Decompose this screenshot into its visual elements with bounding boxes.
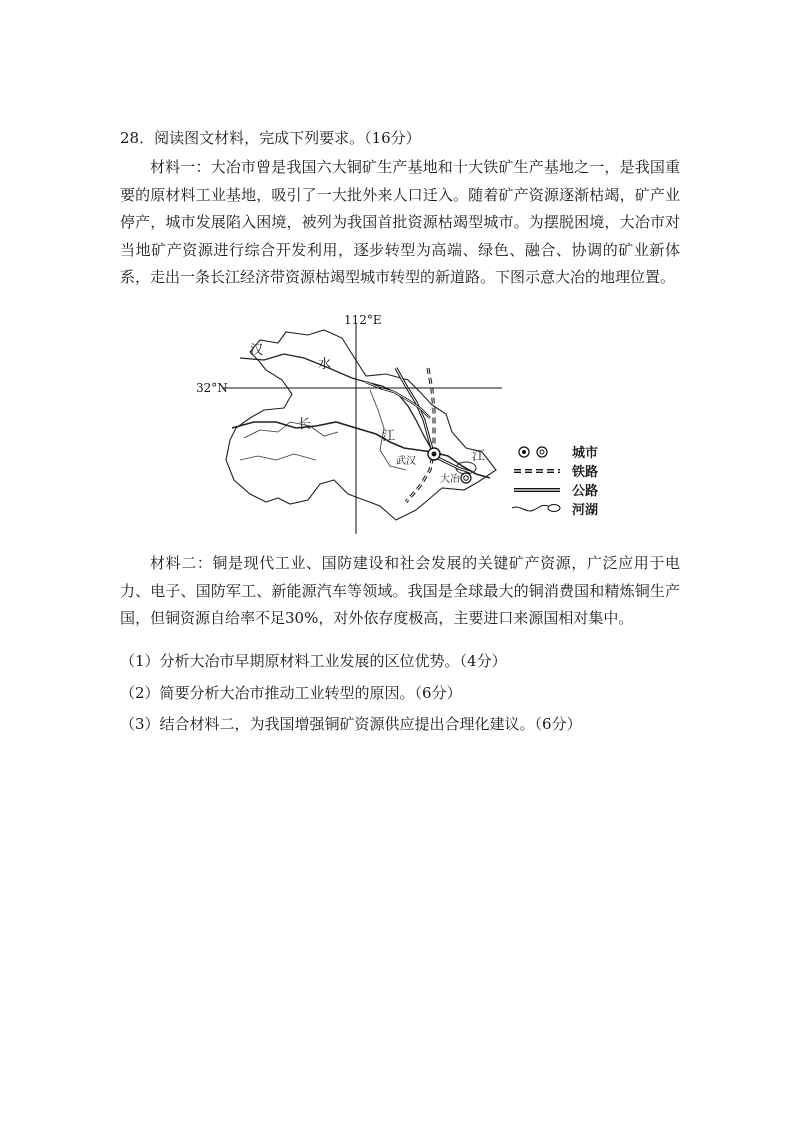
sub-question-2: （2）简要分析大冶市推动工业转型的原因。（6分） (120, 684, 462, 702)
legend-item-railway (514, 464, 598, 480)
sub-question-3: （3）结合材料二，为我国增强铜矿资源供应提出合理化建议。（6分） (120, 715, 582, 733)
longitude-label: 112°E (344, 313, 382, 327)
river-label-shui: 水 (318, 357, 332, 372)
legend-item-city (519, 445, 598, 461)
daye-city-marker (461, 473, 471, 483)
location-map (196, 310, 640, 540)
latitude-label: 32°N (196, 381, 228, 395)
river-label-chang: 长 (298, 417, 312, 432)
material-two-paragraph: 材料二：铜是现代工业、国防建设和社会发展的关键矿产资源，广泛应用于电力、电子、国防军工、新能源汽车等领域。我国是全球最大的铜消费国和精炼铜生产国，但铜资源自给率不足30%，对外依存度极高，主要进口来源国相对集中。 (120, 554, 680, 627)
legend-label-railway: 铁路 (572, 465, 599, 480)
map-legend (512, 445, 598, 518)
daye-label: 大冶 (440, 474, 460, 485)
sub-question-1: （1）分析大冶市早期原材料工业发展的区位优势。（4分） (120, 652, 507, 670)
river-label-jiang-2: 江 (472, 449, 486, 464)
legend-item-highway (514, 483, 598, 499)
legend-label-highway: 公路 (572, 484, 599, 499)
material-one-paragraph: 材料一：大冶市曾是我国六大铜矿生产基地和十大铁矿生产基地之一，是我国重要的原材料工业基地，吸引了一大批外来人口迁入。随着矿产资源逐渐枯竭，矿产业停产，城市发展陷入困境，被列为我国首批资源枯竭型城市。为摆脱困境，大冶市对当地矿产资源进行综合开发利用，逐步转型为高端、绿色、融合、协调的矿业新体系，走出一条长江经济带资源枯竭型城市转型的新道路。下图示意大冶的地理位置。 (120, 158, 680, 286)
river-label-han: 汉 (250, 343, 264, 358)
legend-label-river-lake: 河湖 (572, 503, 599, 518)
han-river (240, 354, 432, 450)
legend-label-city: 城市 (572, 446, 599, 461)
river-lake-symbol-icon (512, 505, 548, 511)
river-label-jiang-1: 江 (382, 429, 396, 444)
wuhan-label: 武汉 (396, 456, 416, 467)
legend-item-river-lake (512, 502, 598, 518)
province-outline (226, 330, 496, 520)
question-title: 28．阅读图文材料，完成下列要求。（16分） (120, 129, 421, 147)
